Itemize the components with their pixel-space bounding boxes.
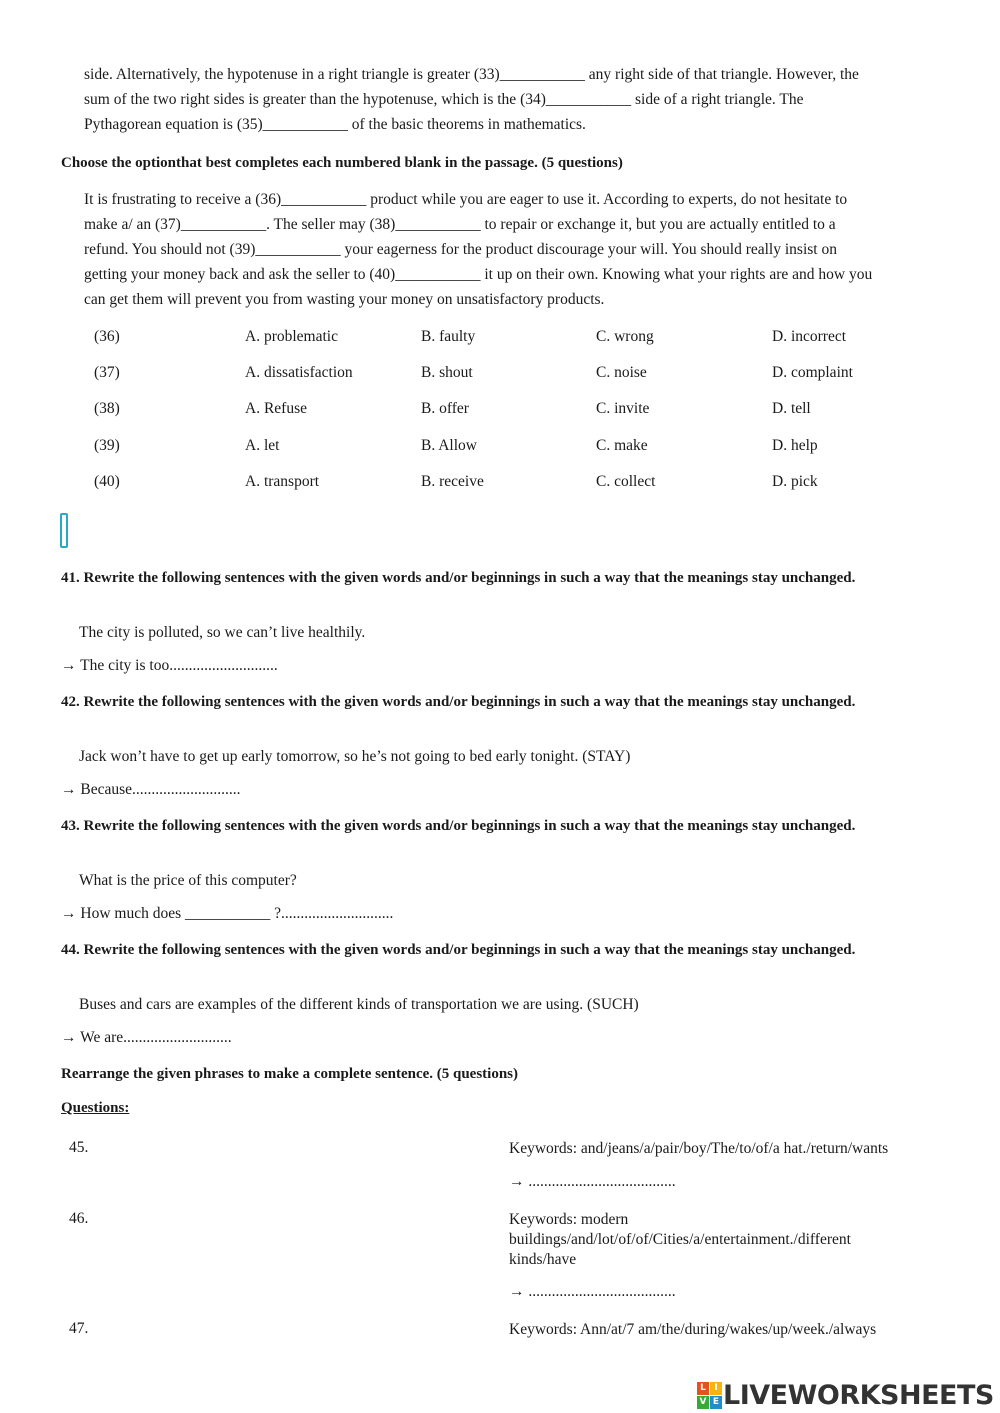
option-number: (37)	[94, 364, 120, 381]
keywords-46: Keywords: modern buildings/and/lot/of/of/Cities/a/entertainment./different kinds/have	[509, 1211, 851, 1268]
logo-letter: L	[697, 1382, 709, 1395]
answer-line-43[interactable]: → How much does ___________ ?.............................	[61, 905, 394, 922]
question-sentence-41: The city is polluted, so we can’t live healthily.	[79, 624, 366, 641]
option-d[interactable]: D. help	[772, 437, 818, 454]
question-sentence-42: Jack won’t have to get up early tomorrow, so he’s not going to bed early tonight. (STAY)	[79, 748, 631, 765]
question-sentence-43: What is the price of this computer?	[79, 872, 297, 889]
option-a[interactable]: A. Refuse	[245, 400, 307, 417]
option-c[interactable]: C. invite	[596, 400, 650, 417]
option-b[interactable]: B. Allow	[421, 437, 477, 454]
options-row-37	[94, 364, 954, 386]
answer-line-41[interactable]: → The city is too............................	[61, 657, 278, 674]
option-number: (39)	[94, 437, 120, 454]
passage-2-line: can get them will prevent you from wasting your money on unsatisfactory products.	[84, 291, 605, 308]
passage-1-line: Pythagorean equation is (35)___________ of the basic theorems in mathematics.	[84, 116, 586, 133]
answer-input-box[interactable]	[60, 513, 68, 548]
question-heading-42: 42. Rewrite the following sentences with the given words and/or beginnings in such a way that the meanings stay unchanged.	[61, 694, 856, 710]
liveworksheets-logo	[697, 1380, 994, 1410]
options-row-36	[94, 328, 954, 350]
answer-line-42[interactable]: → Because............................	[61, 781, 241, 798]
option-number: (36)	[94, 328, 120, 345]
option-number: (40)	[94, 473, 120, 490]
answer-line-45[interactable]: → ......................................	[509, 1173, 676, 1190]
option-number: (38)	[94, 400, 120, 417]
option-d[interactable]: D. pick	[772, 473, 818, 490]
option-b[interactable]: B. offer	[421, 400, 469, 417]
answer-line-44[interactable]: → We are............................	[61, 1029, 232, 1046]
logo-letter: I	[710, 1382, 722, 1395]
passage-2-line: make a/ an (37)___________. The seller may (38)___________ to repair or exchange it, but you are actually entitled to a	[84, 216, 836, 233]
option-b[interactable]: B. faulty	[421, 328, 476, 345]
passage-2-line: It is frustrating to receive a (36)___________ product while you are eager to use it. According to experts, do not hesitate to	[84, 191, 848, 208]
passage-1-line: sum of the two right sides is greater than the hypotenuse, which is the (34)___________ side of a right triangle. The	[84, 91, 804, 108]
options-row-39	[94, 437, 954, 459]
option-c[interactable]: C. wrong	[596, 328, 654, 345]
question-heading-41: 41. Rewrite the following sentences with the given words and/or beginnings in such a way that the meanings stay unchanged.	[61, 570, 856, 586]
passage-2-line: refund. You should not (39)___________ your eagerness for the product discourage your will. You should really insist on	[84, 241, 837, 258]
option-a[interactable]: A. problematic	[245, 328, 338, 345]
question-number-47: 47.	[69, 1320, 89, 1337]
option-d[interactable]: D. tell	[772, 400, 811, 417]
option-c[interactable]: C. collect	[596, 473, 656, 490]
logo-text: LIVEWORKSHEETS	[723, 1379, 994, 1411]
keywords-47: Keywords: Ann/at/7 am/the/during/wakes/up/week./always	[509, 1321, 877, 1338]
question-sentence-44: Buses and cars are examples of the different kinds of transportation we are using. (SUCH)	[79, 996, 639, 1013]
passage-2	[84, 187, 942, 312]
section-heading-rearrange: Rearrange the given phrases to make a complete sentence. (5 questions)	[61, 1066, 519, 1082]
option-d[interactable]: D. complaint	[772, 364, 853, 381]
option-c[interactable]: C. noise	[596, 364, 647, 381]
option-b[interactable]: B. receive	[421, 473, 484, 490]
question-number-45: 45.	[69, 1139, 89, 1156]
options-row-40	[94, 473, 954, 495]
logo-letter: V	[697, 1396, 709, 1409]
question-heading-43: 43. Rewrite the following sentences with the given words and/or beginnings in such a way that the meanings stay unchanged.	[61, 818, 856, 834]
section-heading-choose: Choose the optionthat best completes each numbered blank in the passage. (5 questions)	[61, 155, 623, 171]
option-d[interactable]: D. incorrect	[772, 328, 847, 345]
question-heading-44: 44. Rewrite the following sentences with the given words and/or beginnings in such a way that the meanings stay unchanged.	[61, 942, 856, 958]
option-c[interactable]: C. make	[596, 437, 648, 454]
passage-2-line: getting your money back and ask the seller to (40)___________ it up on their own. Knowing what your rights are and how you	[84, 266, 873, 283]
logo-letter: E	[710, 1396, 722, 1409]
passage-1-line: side. Alternatively, the hypotenuse in a right triangle is greater (33)___________ any right side of that triangle. However, the	[84, 66, 859, 83]
keywords-45: Keywords: and/jeans/a/pair/boy/The/to/of/a hat./return/wants	[509, 1140, 889, 1157]
options-row-38	[94, 400, 954, 422]
option-a[interactable]: A. let	[245, 437, 280, 454]
passage-1	[84, 62, 942, 137]
question-number-46: 46.	[69, 1210, 89, 1227]
option-b[interactable]: B. shout	[421, 364, 473, 381]
option-a[interactable]: A. dissatisfaction	[245, 364, 353, 381]
logo-mark-icon	[697, 1382, 721, 1408]
option-a[interactable]: A. transport	[245, 473, 320, 490]
questions-label: Questions:	[61, 1100, 130, 1116]
answer-line-46[interactable]: → ......................................	[509, 1283, 676, 1300]
